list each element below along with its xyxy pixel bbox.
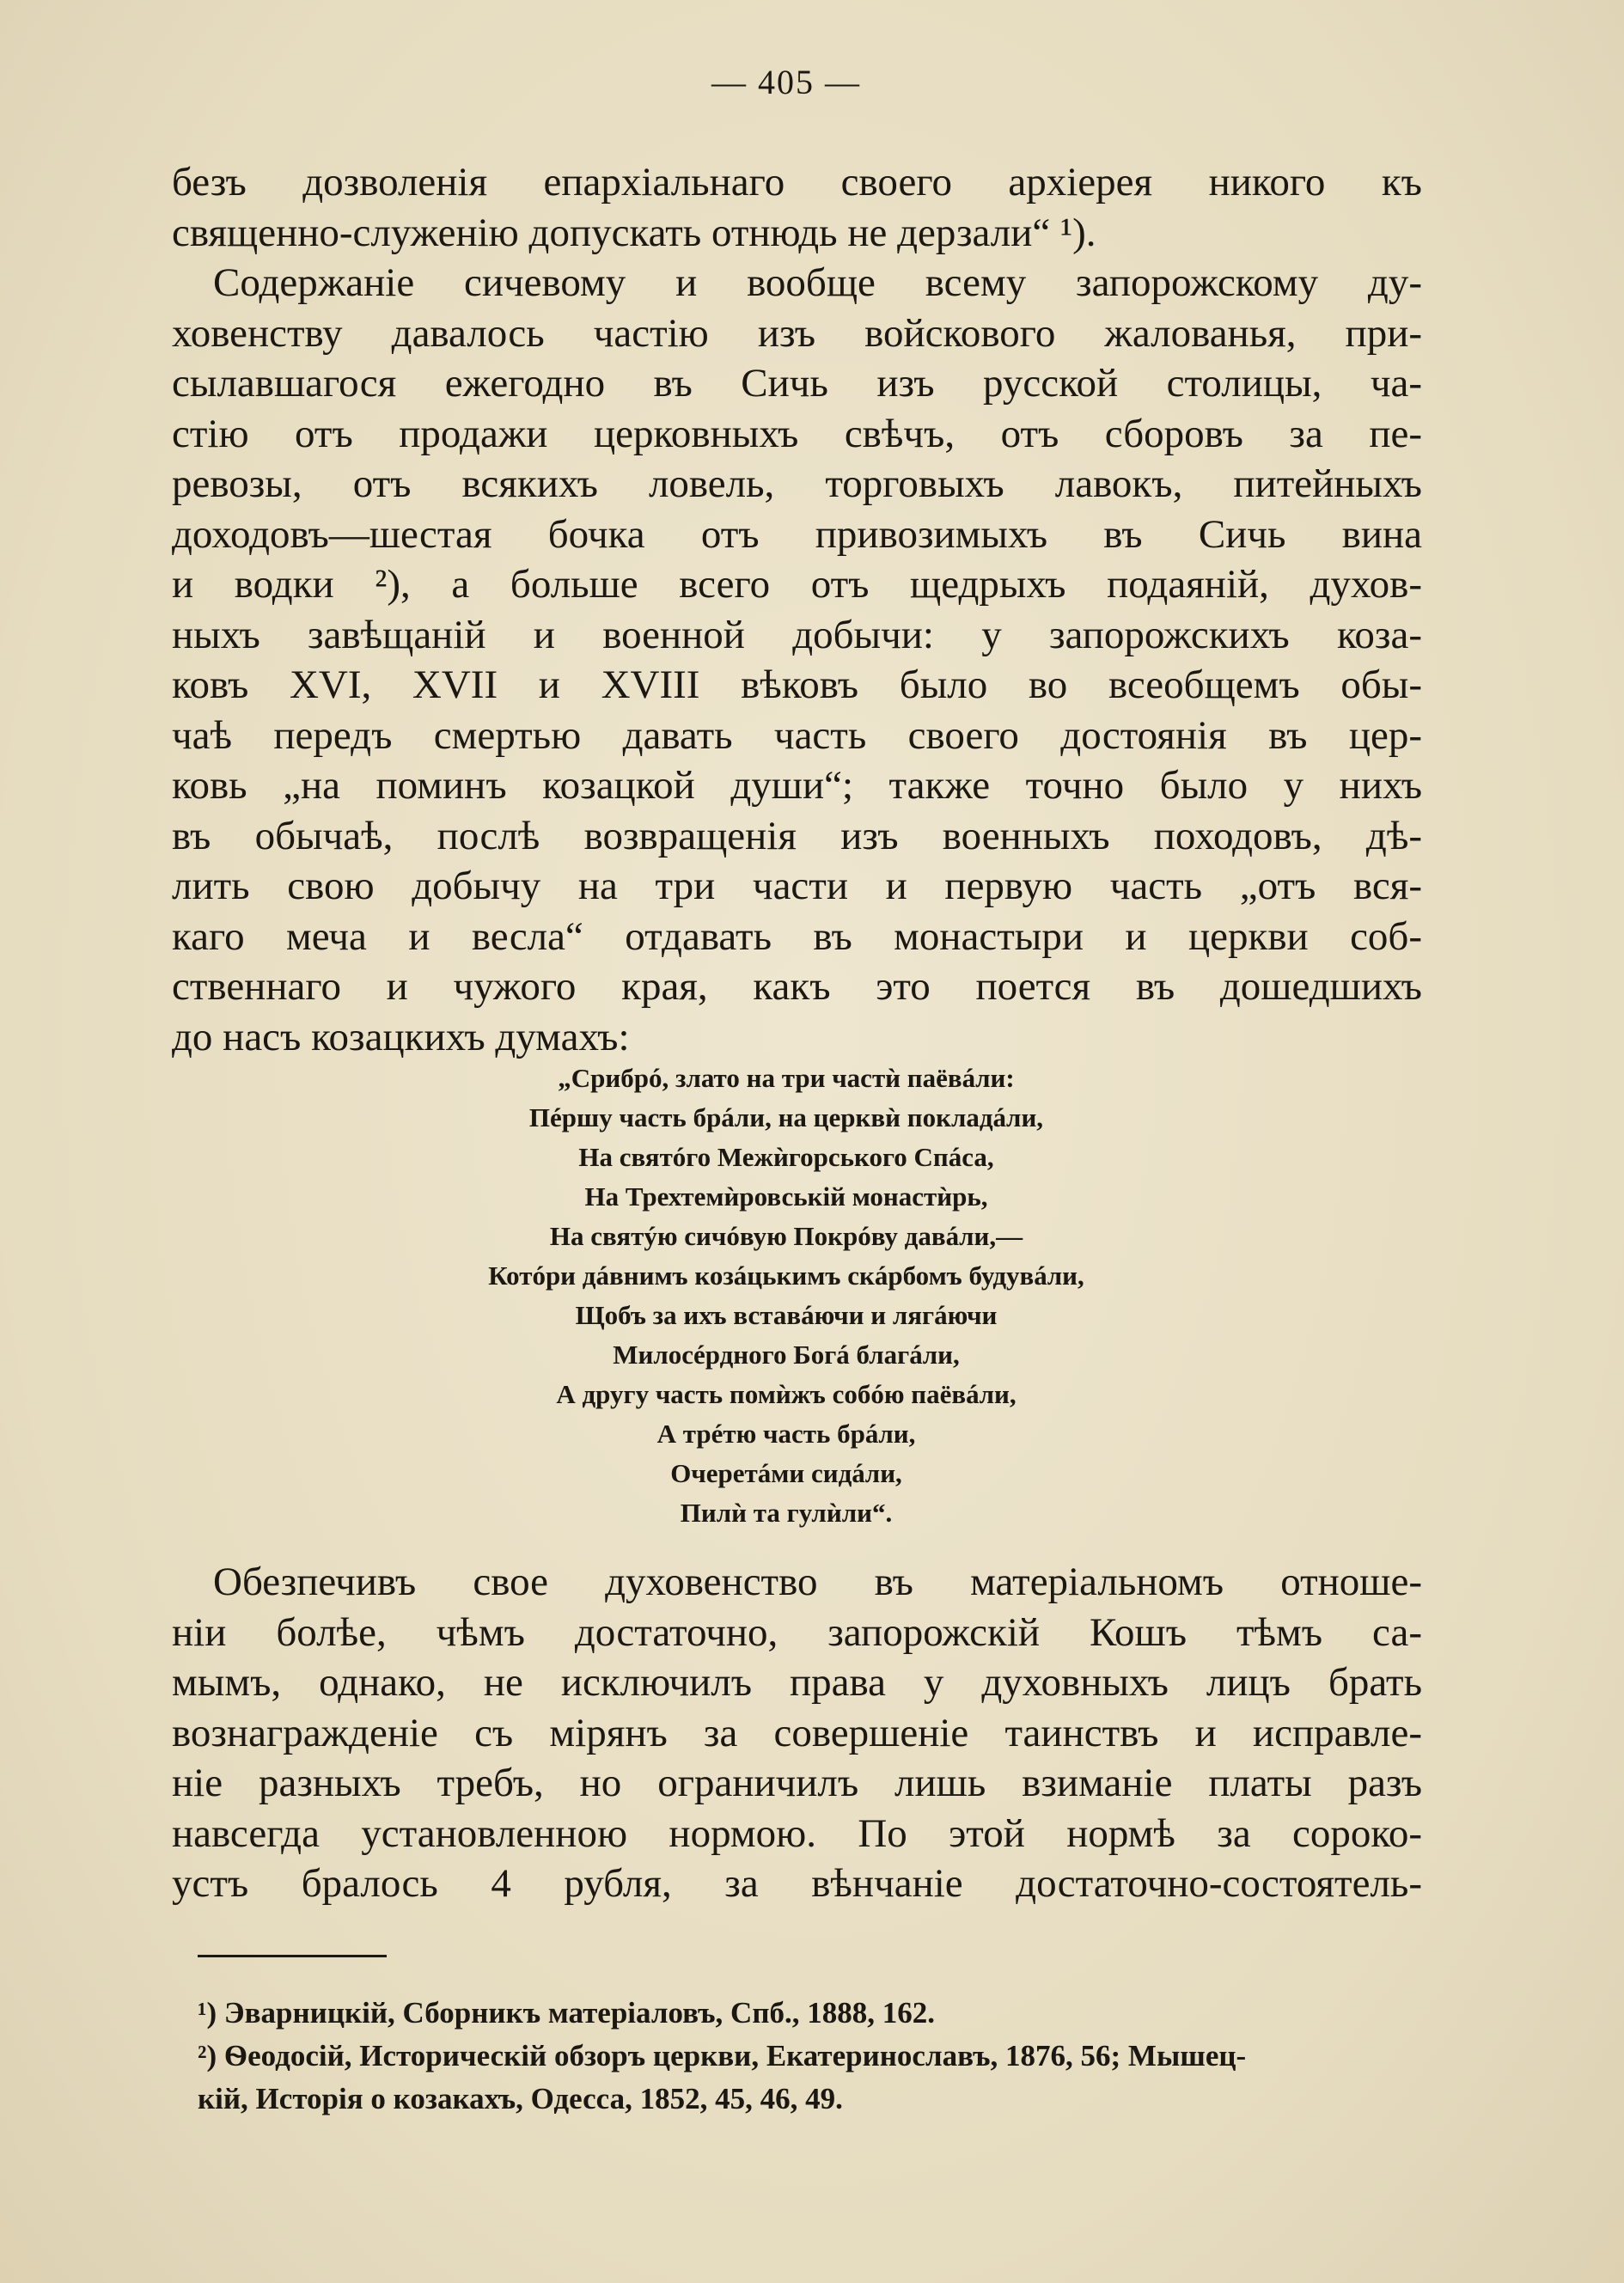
text-line: ственнаго и чужого края, какъ это поется въ дошедшихъ [172, 964, 1422, 1009]
poem-line: „Срибрó, злато на три частѝ паёвáли: [558, 1063, 1015, 1093]
text-line: ковъ XVI, XVII и XVIII вѣковъ было во всеобщемъ обы- [172, 662, 1422, 707]
footnote-line: ¹) Эварницкій, Сборникъ матеріаловъ, Спб., 1888, 162. [198, 1996, 935, 2030]
text-line: до насъ козацкихъ думахъ: [172, 1014, 630, 1059]
poem-line: А другу часть помѝжъ собóю паёвáли, [556, 1379, 1017, 1409]
text-line: ревозы, отъ всякихъ ловель, торговыхъ лавокъ, питейныхъ [172, 461, 1422, 506]
poem-line: Щобъ за ихъ вставáючи и лягáючи [575, 1300, 998, 1330]
text-line: навсегда установленною нормою. По этой нормѣ за сороко- [172, 1810, 1422, 1856]
text-line: ніе разныхъ требъ, но ограничилъ лишь взиманіе платы разъ [172, 1761, 1422, 1805]
text-line: лить свою добычу на три части и первую часть „отъ вся- [172, 864, 1422, 908]
text-line: въ обычаѣ, послѣ возвращенія изъ военныхъ походовъ, дѣ- [172, 813, 1422, 858]
text-line: мымъ, однако, не исключилъ права у духовныхъ лицъ брать [172, 1660, 1422, 1705]
text-line: ковь „на поминъ козацкой души“; также точно было у нихъ [172, 763, 1422, 808]
footnote-line: кій, Исторія о козакахъ, Одесса, 1852, 45, 46, 49. [198, 2082, 843, 2115]
text-line: вознагражденіе съ мірянъ за совершеніе таинствъ и исправле- [172, 1710, 1422, 1755]
poem-quote [0, 1059, 1572, 1533]
poem-line: На святýю сичóвую Покрóву давáли,— [549, 1221, 1023, 1251]
page-number: — 405 — [711, 63, 861, 101]
poem-line: Пéршу часть брáли, на церквѝ покладáли, [528, 1102, 1044, 1132]
text-line: чаѣ передъ смертью давать часть своего достоянія въ цер- [172, 712, 1422, 758]
paragraph-1 [172, 157, 1422, 258]
paragraph-3 [172, 1557, 1422, 1909]
text-line: устъ бралось 4 рубля, за вѣнчаніе достаточно-состоятель- [172, 1861, 1422, 1906]
footnote-divider [198, 1955, 387, 1957]
text-line: ніи болѣе, чѣмъ достаточно, запорожскій Кошъ тѣмъ са- [172, 1609, 1422, 1655]
poem-line: Милосéрдного Богá благáли, [613, 1340, 960, 1370]
poem-line: Котóри дáвнимъ козáцькимъ скáрбомъ будувáли, [488, 1261, 1084, 1291]
poem-line: А трéтю часть брáли, [656, 1419, 916, 1449]
text-line: ныхъ завѣщаній и военной добычи: у запорожскихъ коза- [172, 612, 1422, 657]
text-line: Обезпечивъ свое духовенство въ матеріальномъ отноше- [213, 1560, 1422, 1604]
poem-line: На Трехтемѝровській монастѝрь, [584, 1181, 988, 1212]
poem-line: Очеретáми сидáли, [670, 1458, 902, 1488]
footnote-line: ²) Ѳеодосій, Историческій обзоръ церкви, Екатеринославъ, 1876, 56; Мышец- [198, 2039, 1247, 2072]
paragraph-2 [172, 258, 1422, 1062]
footnotes [198, 1992, 1442, 2121]
text-line: священно-служенію допускать отнюдь не дерзали“ ¹). [172, 210, 1096, 255]
text-line: и водки ²), а больше всего отъ щедрыхъ подаяній, духов- [172, 562, 1422, 607]
text-line: каго меча и весла“ отдавать въ монастыри и церкви соб- [172, 913, 1422, 959]
text-line: доходовъ—шестая бочка отъ привозимыхъ въ Сичь вина [172, 511, 1422, 557]
text-line: безъ дозволенія епархіальнаго своего архіерея никого къ [172, 160, 1422, 204]
text-line: сылавшагося ежегодно въ Сичь изъ русской столицы, ча- [172, 361, 1422, 406]
text-line: Содержаніе сичевому и вообще всему запорожскому ду- [213, 260, 1422, 305]
poem-line: Пилѝ та гулѝли“. [680, 1498, 893, 1528]
poem-line: На святóго Межѝгорського Спáса, [578, 1142, 994, 1172]
text-line: ховенству давалось частію изъ войскового жалованья, при- [172, 310, 1422, 356]
text-line: стію отъ продажи церковныхъ свѣчъ, отъ сборовъ за пе- [172, 411, 1422, 456]
